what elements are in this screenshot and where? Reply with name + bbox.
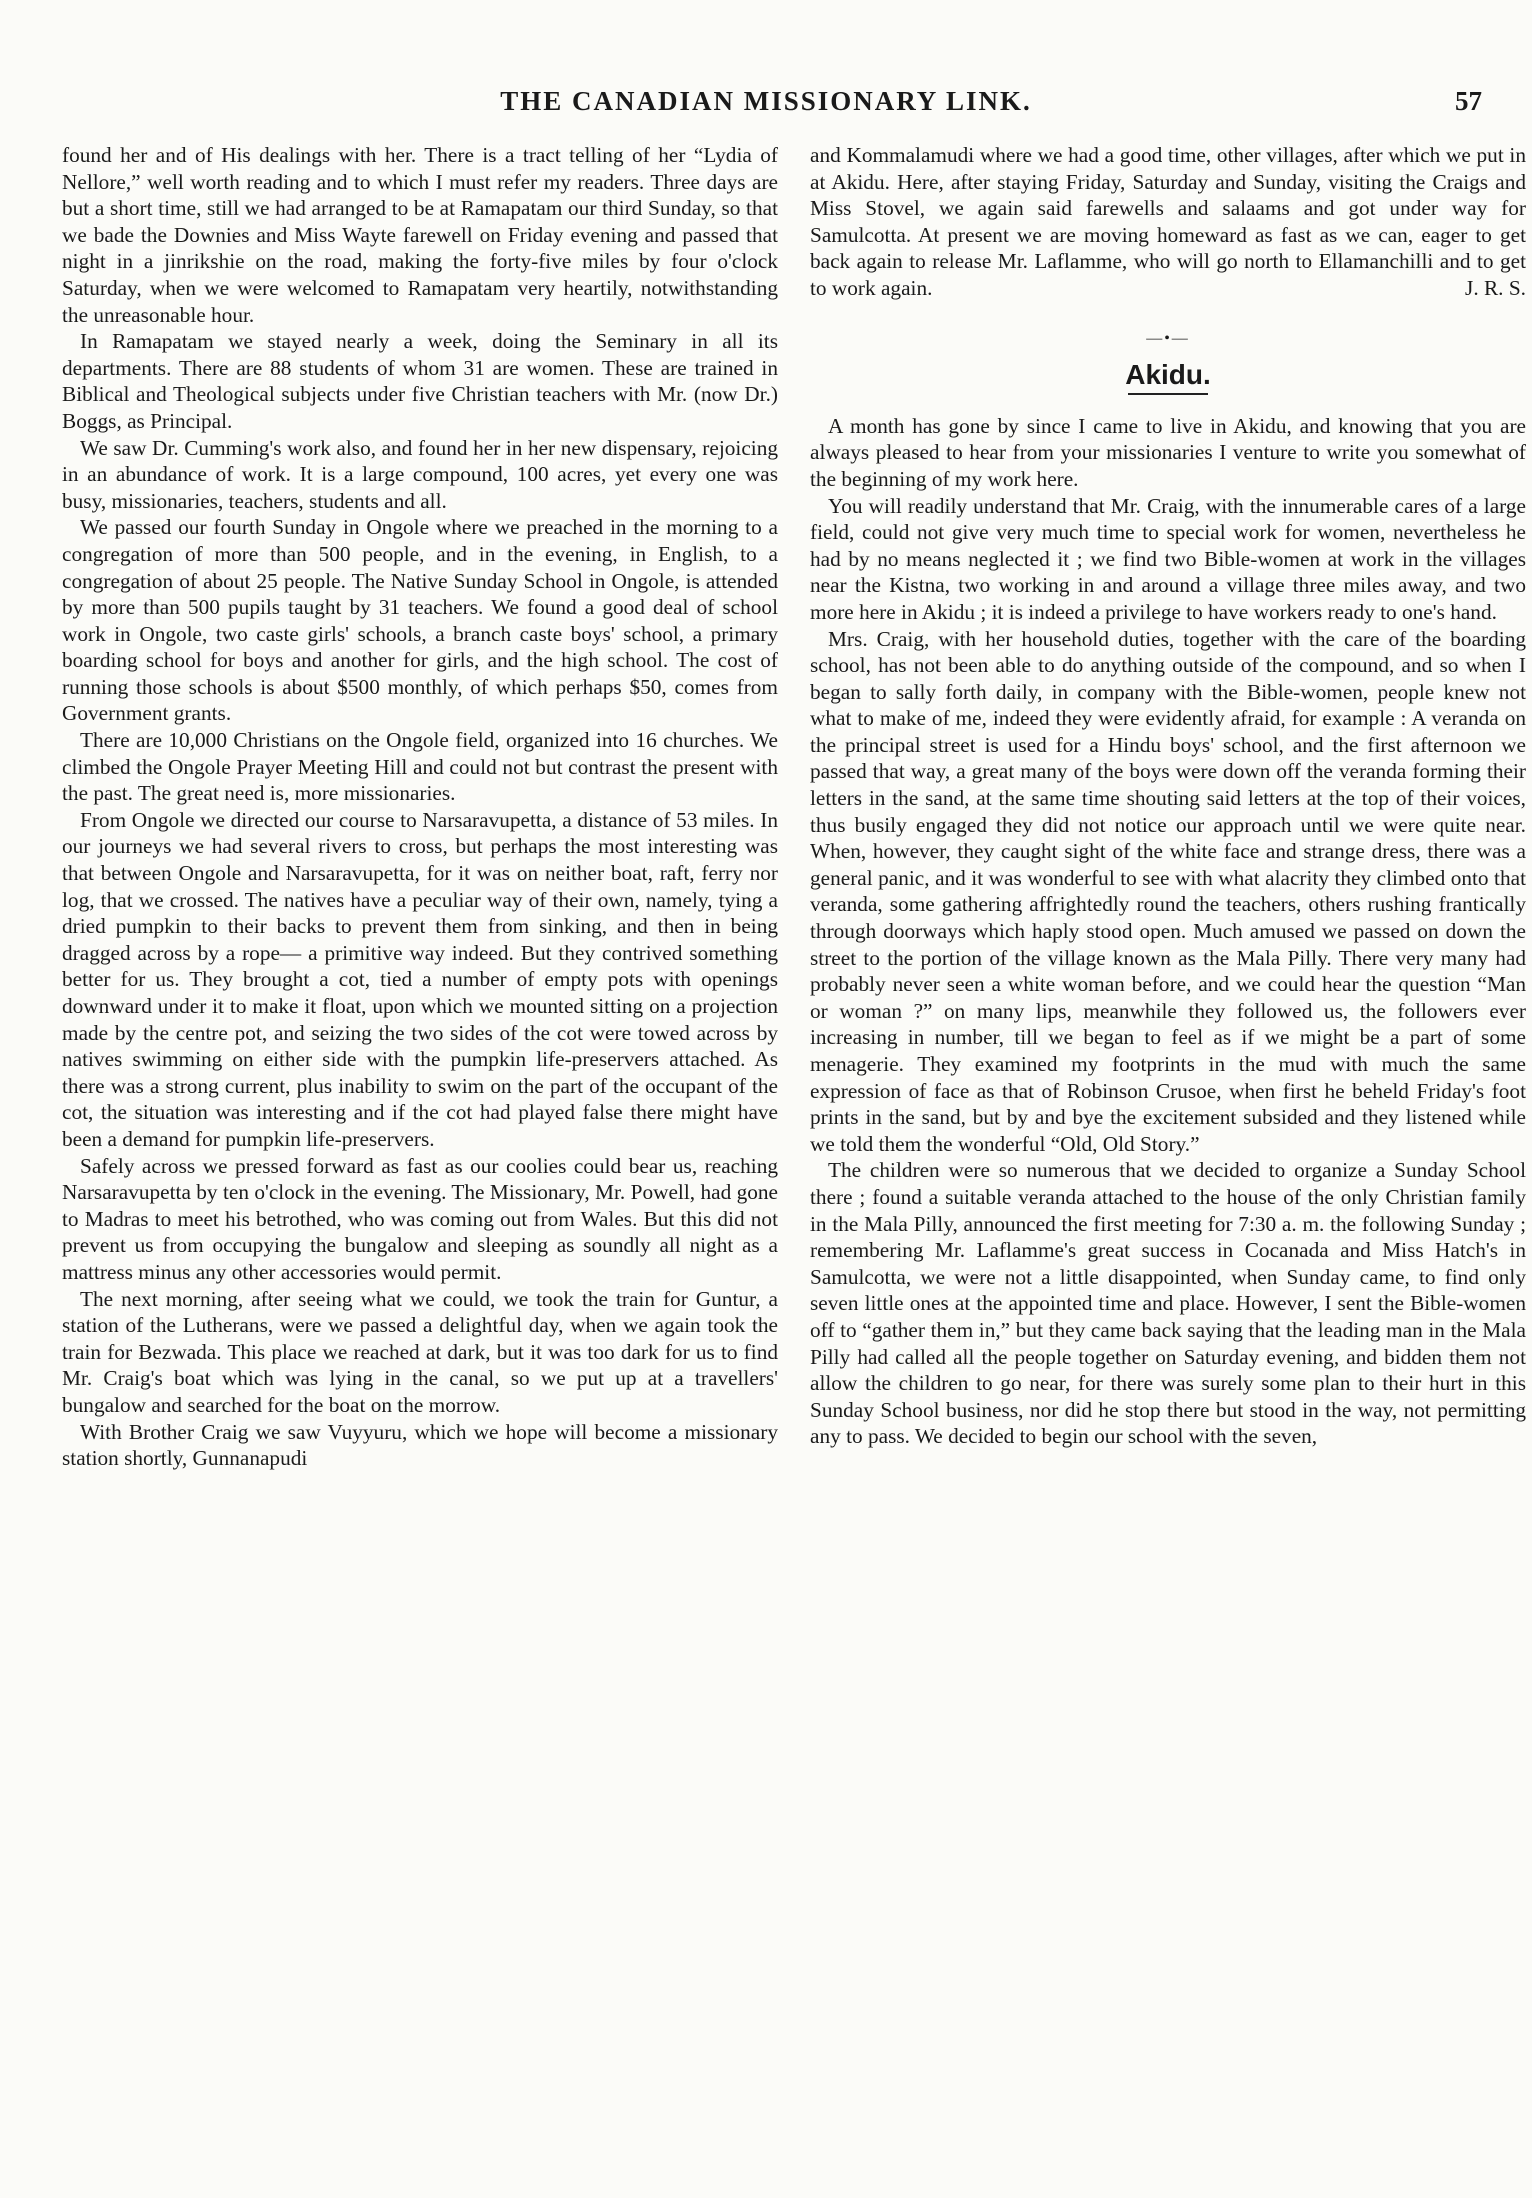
journal-title: THE CANADIAN MISSIONARY LINK. [500, 86, 1032, 116]
paragraph: Safely across we pressed forward as fast as our coolies could bear us, reaching Narsaravupetta by ten o'clock in the evening. The Missionary, Mr. Powell, had gone to Madras to meet his betrothed, who was coming out from Wales. But this did not prevent us from occupying the bungalow and sleeping as soundly all night as a mattress minus any other accessories would permit. [62, 1153, 778, 1284]
intro-text: and Kommalamudi where we had a good time, other villages, after which we put in at Akidu. Here, after staying Friday, Saturday and Sunday, visiting the Craigs and Miss Stovel, we again said farewells and salaams and got under way for Samulcotta. At present we are moving homeward as fast as we can, eager to get back again to release Mr. Laflamme, who will go north to Ellamanchilli and to get to work again. [810, 143, 1526, 300]
paragraph: We saw Dr. Cumming's work also, and found her in her new dispensary, rejoicing in an abundance of work. It is a large compound, 100 acres, yet every one was busy, missionaries, teachers, students and all. [62, 435, 778, 513]
signature: J. R. S. [1465, 275, 1526, 300]
paragraph: With Brother Craig we saw Vuyyuru, which we hope will become a missionary station shortly, Gunnanapudi [62, 1419, 778, 1471]
intro-paragraph [810, 142, 1526, 302]
section-divider: —•— [1146, 329, 1190, 347]
running-header [50, 86, 1482, 126]
page-number: 57 [1455, 86, 1482, 116]
paragraph: found her and of His dealings with her. There is a tract telling of her “Lydia of Nellore,” well worth reading and to which I must refer my readers. Three days are but a short time, still we had arranged to be at Ramapatam our third Sunday, so that we bade the Downies and Miss Wayte farewell on Friday evening and passed that night in a jinrikshie on the road, making the forty-five miles by four o'clock Saturday, when we were welcomed to Ramapatam very heartily, notwithstanding the unreasonable hour. [62, 143, 778, 327]
article-heading: Akidu. [1125, 359, 1211, 391]
paragraph: From Ongole we directed our course to Narsaravupetta, a distance of 53 miles. In our journeys we had several rivers to cross, but perhaps the most interesting was that between Ongole and Narsaravupetta, for it was on neither boat, raft, ferry nor log, that we crossed. The natives have a peculiar way of their own, namely, tying a dried pumpkin to their backs to prevent them from sinking, and then in being dragged across by a rope— a primitive way indeed. But they contrived something better for us. They brought a cot, tied a number of empty pots with openings downward under it to make it float, upon which we mounted sitting on a projection made by the centre pot, and seizing the two sides of the cot were towed across by natives swimming on either side with the pumpkin life-preservers attached. As there was a strong current, plus inability to swim on the part of the occupant of the cot, the situation was interesting and if the cot had played false there might have been a demand for pumpkin life-preservers. [62, 807, 778, 1151]
right-column [810, 142, 1526, 1450]
paragraph: The children were so numerous that we decided to organize a Sunday School there ; found a suitable veranda attached to the house of the only Christian family in the Mala Pilly, announced the first meeting for 7:30 a. m. the following Sunday ; remembering Mr. Laflamme's great success in Cocanada and Miss Hatch's in Samulcotta, we were not a little disappointed, when Sunday came, to find only seven little ones at the appointed time and place. However, I sent the Bible-women off to “gather them in,” but they came back saying that the leading man in the Mala Pilly had called all the people together on Saturday evening, and bidden them not allow the children to go near, for there was surely some plan to their hurt in this Sunday School business, nor did he stop there but stood in the way, not permitting any to pass. We decided to begin our school with the seven, [810, 1158, 1526, 1449]
paragraph: A month has gone by since I came to live in Akidu, and knowing that you are always pleased to hear from your missionaries I venture to write you somewhat of the beginning of my work here. [810, 413, 1526, 491]
heading-rule [1128, 393, 1208, 395]
paragraph: We passed our fourth Sunday in Ongole where we preached in the morning to a congregation of more than 500 people, and in the evening, in English, to a congregation of about 25 people. The Native Sunday School in Ongole, is attended by more than 500 pupils taught by 31 teachers. We found a good deal of school work in Ongole, two caste girls' schools, a branch caste boys' school, a primary boarding school for boys and another for girls, and the high school. The cost of running those schools is about $500 monthly, of which perhaps $50, comes from Government grants. [62, 515, 778, 726]
paragraph: Mrs. Craig, with her household duties, together with the care of the boarding school, has not been able to do anything outside of the compound, and so when I began to sally forth daily, in company with the Bible-women, people knew not what to make of me, indeed they were evidently afraid, for example : A veranda on the principal street is used for a Hindu boys' school, and the first afternoon we passed that way, a great many of the boys were down off the veranda forming their letters in the sand, at the same time shouting said letters at the top of their voices, thus busily engaged they did not notice our approach until we were quite near. When, however, they caught sight of the white face and strange dress, there was a general panic, and it was wonderful to see with what alacrity they climbed onto that veranda, some gathering affrightedly round the teachers, others rushing frantically through doorways which haply stood open. Much amused we passed on down the street to the portion of the village known as the Mala Pilly. There very many had probably never seen a white woman before, and we could hear the question “Man or woman ?” on many lips, meanwhile they followed us, the followers ever increasing in number, till we began to feel as if we might be a part of some menagerie. They examined my footprints in the mud with much the same expression of face as that of Robinson Crusoe, when first he beheld Friday's foot prints in the sand, but by and bye the excitement subsided and they listened while we told them the wonderful “Old, Old Story.” [810, 626, 1526, 1156]
paragraph: The next morning, after seeing what we could, we took the train for Guntur, a station of the Lutherans, were we passed a delightful day, when we again took the train for Bezwada. This place we reached at dark, but it was too dark for us to find Mr. Craig's boat which was lying in the canal, so we put up at a travellers' bungalow and searched for the boat on the morrow. [62, 1286, 778, 1417]
paragraph: You will readily understand that Mr. Craig, with the innumerable cares of a large field, could not give very much time to special work for women, nevertheless he had by no means neglected it ; we find two Bible-women at work in the villages near the Kistna, two working in and around a village three miles away, and two more here in Akidu ; it is indeed a privilege to have workers ready to one's hand. [810, 493, 1526, 624]
paragraph: There are 10,000 Christians on the Ongole field, organized into 16 churches. We climbed the Ongole Prayer Meeting Hill and could not but contrast the present with the past. The great need is, more missionaries. [62, 728, 778, 806]
paragraph: In Ramapatam we stayed nearly a week, doing the Seminary in all its departments. There are 88 students of whom 31 are women. These are trained in Biblical and Theological subjects under five Christian teachers with Mr. (now Dr.) Boggs, as Principal. [62, 329, 778, 433]
left-column [62, 142, 778, 1472]
